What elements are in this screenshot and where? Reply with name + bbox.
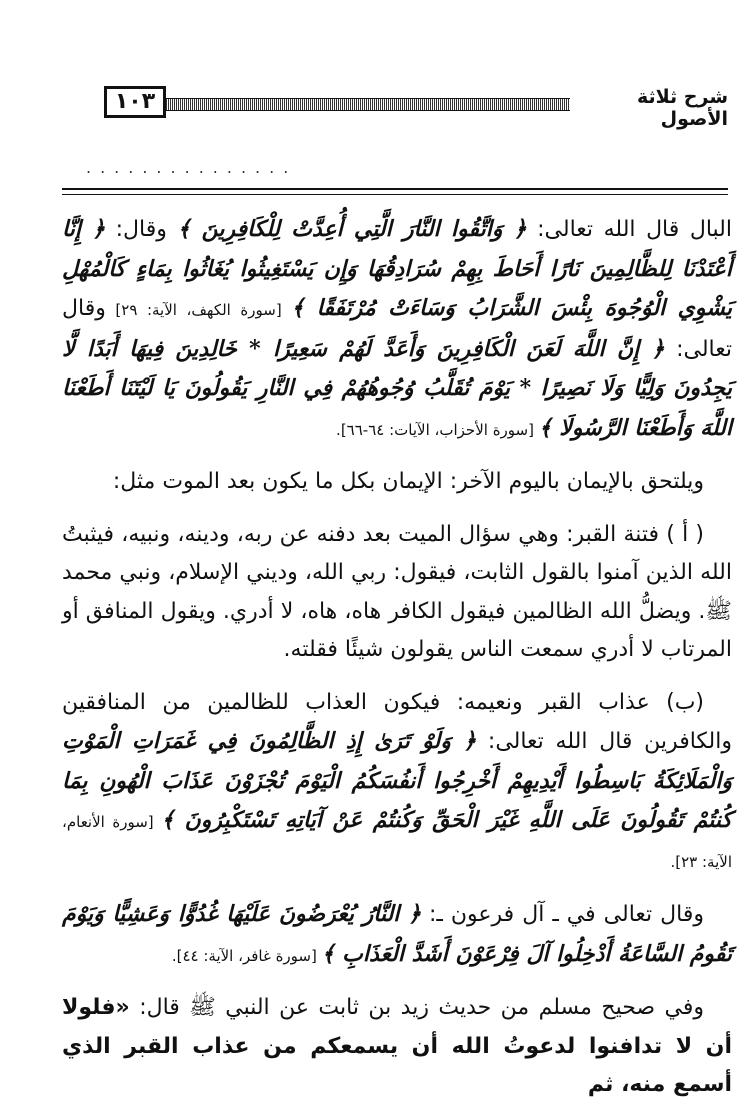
paragraph-p6 (62, 989, 732, 1105)
verse-reference: [سورة الأنعام، الآية: ٢٣]. (62, 813, 732, 871)
top-rule (62, 188, 728, 190)
separator-dots: ............... (86, 158, 298, 177)
verse-reference: [سورة غافر، الآية: ٤٤]. (171, 946, 322, 965)
quran-verse: ﴿ النَّارُ يُعْرَضُونَ عَلَيْهَا غُدُوًّا وَعَشِيًّا وَيَوْمَ تَقُومُ السَّاعَةُ أَدْخِلُوا آلَ فِرْعَوْنَ أَشَدَّ الْعَذَابِ ﴾ (62, 901, 732, 967)
header-hatch-bar (142, 98, 570, 111)
top-rule-thin (62, 194, 728, 195)
paragraph-gap (62, 670, 732, 684)
paragraph-p4 (62, 684, 732, 882)
body-text: وقال تعالى: (62, 296, 732, 362)
paragraph-gap (62, 449, 732, 463)
book-title: شرح ثلاثة الأصول (636, 86, 728, 130)
paragraph-gap (62, 502, 732, 516)
body-text: وقال تعالى في ـ آل فرعون ـ: (421, 902, 704, 927)
running-header (62, 84, 728, 130)
body-text: (ب) عذاب القبر ونعيمه: فيكون العذاب للظالمين من المنافقين والكافرين قال الله تعالى: (62, 689, 732, 754)
paragraph-gap (62, 975, 732, 989)
verse-reference: [سورة الكهف، الآية: ٢٩] (105, 301, 292, 319)
quran-verse: ﴿ وَلَوْ تَرَىٰ إِذِ الظَّالِمُونَ فِي غَمَرَاتِ الْمَوْتِ وَالْمَلَائِكَةُ بَاسِطُوا أَيْدِيهِمْ أَخْرِجُوا أَنفُسَكُمُ الْيَوْمَ تُجْزَوْنَ عَذَابَ الْهُونِ بِمَا كُنتُمْ تَقُولُونَ عَلَى اللَّهِ غَيْرَ الْحَقِّ وَكُنتُمْ عَنْ آيَاتِهِ تَسْتَكْبِرُونَ ﴾ (62, 728, 732, 833)
body-text: البال قال الله تعالى: (526, 217, 732, 242)
paragraph-p5 (62, 895, 732, 975)
quran-verse: ﴿ إِنَّا أَعْتَدْنَا لِلظَّالِمِينَ نَارًا أَحَاطَ بِهِمْ سُرَادِقُهَا وَإِن يَسْتَغِيثُوا يُغَاثُوا بِمَاءٍ كَالْمُهْلِ يَشْوِي الْوُجُوهَ بِئْسَ الشَّرَابُ وَسَاءَتْ مُرْتَفَقًا ﴾ (62, 216, 732, 321)
body-text: ويلتحق بالإيمان باليوم الآخر: الإيمان بكل ما يكون بعد الموت مثل: (112, 469, 704, 494)
page-body (62, 210, 732, 1105)
body-text: ( أ ) فتنة القبر: وهي سؤال الميت بعد دفنه عن ربه، ودينه، ونبيه، فيثبتُ الله الذين آمنوا بالقول الثابت، فيقول: ربي الله، وديني الإسلام، ونبي محمد ﷺ. ويضلُّ الله الظالمين فيقول الكافر هاه، هاه، لا أدري. ويقول المنافق أو المرتاب لا أدري سمعت الناس يقولون شيئًا فقلته. (62, 521, 732, 662)
paragraph-p2 (62, 463, 732, 502)
paragraph-p3 (62, 516, 732, 670)
quran-verse: ﴿ وَاتَّقُوا النَّارَ الَّتِي أُعِدَّتْ لِلْكَافِرِينَ ﴾ (177, 216, 527, 242)
hadith-quote: «فلولا أن لا تدافنوا لدعوتُ الله أن يسمعكم من عذاب القبر الذي أسمع منه، ثم (62, 995, 732, 1097)
paragraph-gap (62, 881, 732, 895)
page-number: ١٠٣ (104, 86, 166, 118)
body-text: وفي صحيح مسلم من حديث زيد بن ثابت عن النبي ﷺ قال: (129, 995, 704, 1020)
quran-verse: ﴿ إِنَّ اللَّهَ لَعَنَ الْكَافِرِينَ وَأَعَدَّ لَهُمْ سَعِيرًا * خَالِدِينَ فِيهَا أَبَدًا لَّا يَجِدُونَ وَلِيًّا وَلَا نَصِيرًا * يَوْمَ تُقَلَّبُ وُجُوهُهُمْ فِي النَّارِ يَقُولُونَ يَا لَيْتَنَا أَطَعْنَا اللَّهَ وَأَطَعْنَا الرَّسُولَا ﴾ (62, 335, 732, 441)
body-text: وقال: (105, 217, 178, 242)
paragraph-p1 (62, 210, 732, 449)
verse-reference: [سورة الأحزاب، الآيات: ٦٤-٦٦]. (336, 420, 539, 439)
